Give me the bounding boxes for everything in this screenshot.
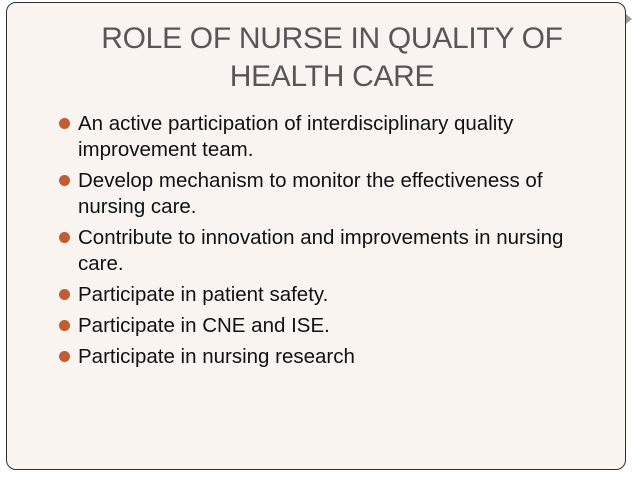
slide-title-line-1: ROLE OF NURSE IN QUALITY OF bbox=[101, 22, 563, 55]
bullet-item bbox=[59, 313, 599, 339]
bullet-item bbox=[59, 168, 599, 220]
bullet-dot-icon bbox=[59, 118, 70, 129]
bullet-dot-icon bbox=[59, 351, 70, 362]
bullet-text: Contribute to innovation and improvements in nursing care. bbox=[78, 226, 564, 275]
bullet-list bbox=[59, 111, 599, 375]
bullet-text: An active participation of interdisciplinary quality improvement team. bbox=[78, 112, 514, 161]
bullet-text: Participate in patient safety. bbox=[78, 283, 329, 306]
bullet-text: Develop mechanism to monitor the effectiveness of nursing care. bbox=[78, 169, 543, 218]
bullet-dot-icon bbox=[59, 289, 70, 300]
bullet-item bbox=[59, 344, 599, 370]
bullet-dot-icon bbox=[59, 175, 70, 186]
bullet-text: Participate in CNE and ISE. bbox=[78, 314, 330, 337]
slide-title bbox=[47, 20, 617, 96]
next-slide-arrow-icon[interactable] bbox=[626, 14, 632, 24]
bullet-text: Participate in nursing research bbox=[78, 345, 355, 368]
slide-frame bbox=[6, 2, 626, 470]
bullet-dot-icon bbox=[59, 232, 70, 243]
slide-title-line-2: HEALTH CARE bbox=[229, 60, 435, 93]
bullet-item bbox=[59, 225, 599, 277]
bullet-item bbox=[59, 282, 599, 308]
bullet-item bbox=[59, 111, 599, 163]
bullet-dot-icon bbox=[59, 320, 70, 331]
